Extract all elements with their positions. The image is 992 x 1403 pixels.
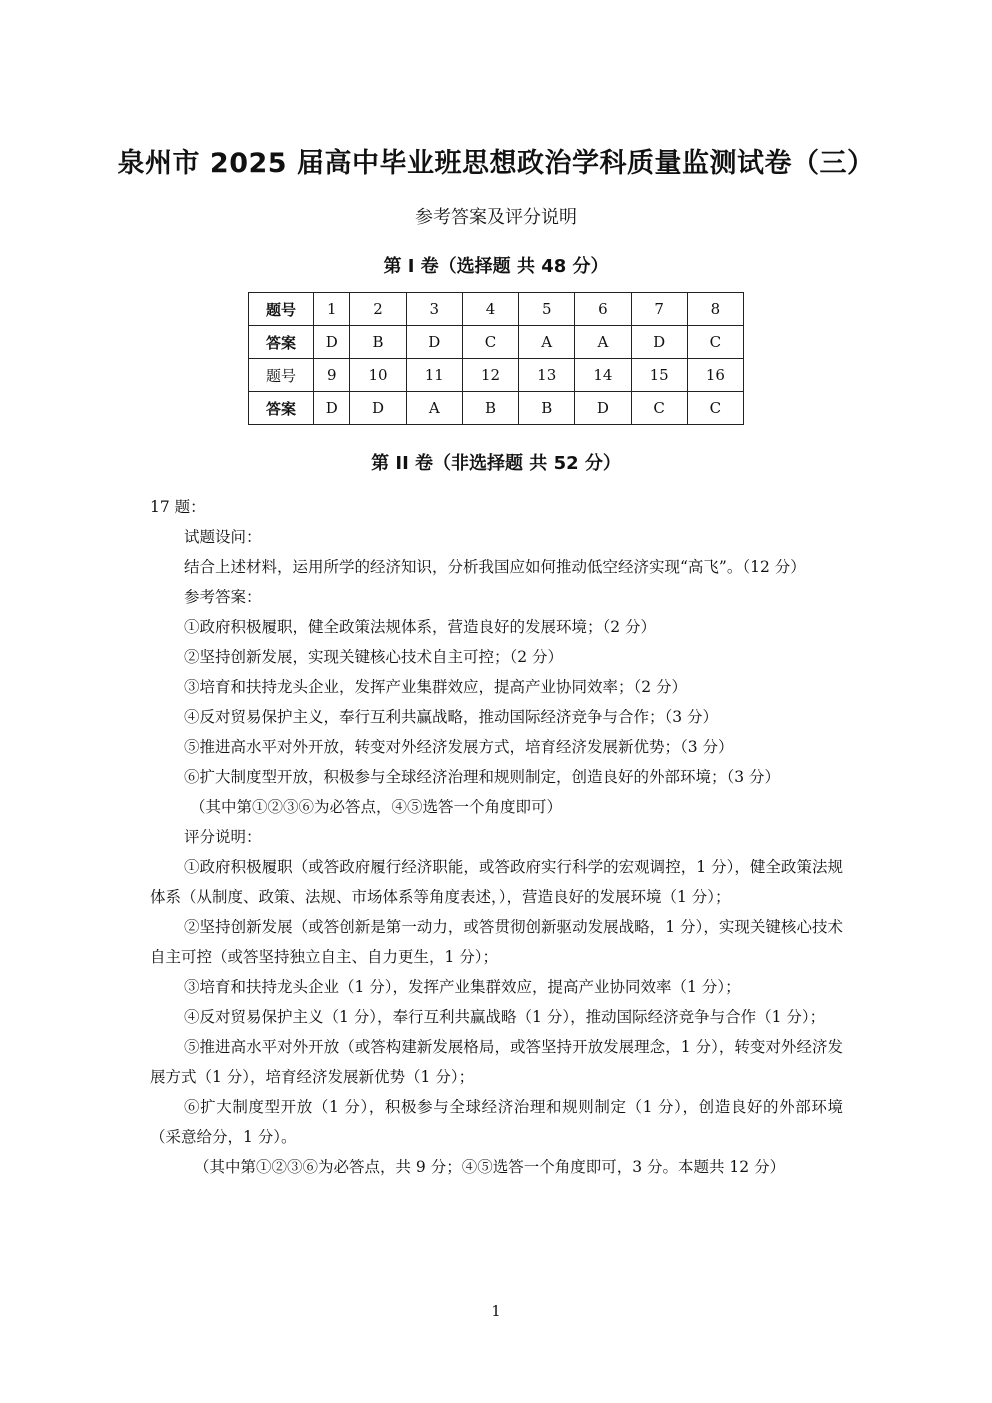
table-cell: D xyxy=(314,392,350,425)
table-cell: D xyxy=(406,326,462,359)
section-heading-part2: 第 II 卷（非选择题 共 52 分） xyxy=(371,453,621,474)
table-cell: A xyxy=(519,326,575,359)
table-cell: B xyxy=(519,392,575,425)
answer-note: （其中第①②③⑥为必答点，④⑤选答一个角度即可） xyxy=(190,798,563,816)
scoring-item: ⑤推进高水平对外开放（或答构建新发展格局，或答坚持开放发展理念，1 分），转变对外经济发展方式（1 分），培育经济发展新优势（1 分）； xyxy=(150,1038,843,1086)
table-cell: 4 xyxy=(462,293,518,326)
answer-item: ⑥扩大制度型开放，积极参与全球经济治理和规则制定，创造良好的外部环境；（3 分） xyxy=(184,768,781,786)
answer-item: ①政府积极履职，健全政策法规体系，营造良好的发展环境；（2 分） xyxy=(184,618,657,636)
table-cell: 16 xyxy=(687,359,743,392)
table-row xyxy=(249,392,744,425)
table-cell: C xyxy=(687,392,743,425)
table-cell: 13 xyxy=(519,359,575,392)
table-cell: 10 xyxy=(350,359,406,392)
table-cell: 7 xyxy=(631,293,687,326)
question-number: 17 题： xyxy=(150,498,206,516)
scoring-item: ①政府积极履职（或答政府履行经济职能，或答政府实行科学的宏观调控，1 分），健全政策法规体系（从制度、政策、法规、市场体系等角度表述，），营造良好的发展环境（1 分）； xyxy=(150,858,843,906)
table-row xyxy=(249,326,744,359)
scoring-item: ④反对贸易保护主义（1 分），奉行互利共赢战略（1 分），推动国际经济竞争与合作（1 分）； xyxy=(184,1008,826,1026)
answer-item: ④反对贸易保护主义，奉行互利共赢战略，推动国际经济竞争与合作；（3 分） xyxy=(184,708,719,726)
page-number: 1 xyxy=(491,1302,501,1320)
table-cell: 12 xyxy=(462,359,518,392)
row-header: 题号 xyxy=(249,359,314,392)
answer-item: ⑤推进高水平对外开放，转变对外经济发展方式，培育经济发展新优势；（3 分） xyxy=(184,738,734,756)
table-cell: 5 xyxy=(519,293,575,326)
table-cell: 8 xyxy=(687,293,743,326)
scoring-label: 评分说明： xyxy=(184,828,262,846)
table-cell: 9 xyxy=(314,359,350,392)
answer-label: 参考答案： xyxy=(184,588,262,606)
table-cell: 2 xyxy=(350,293,406,326)
row-header: 答案 xyxy=(249,392,314,425)
section-heading-part1: 第 I 卷（选择题 共 48 分） xyxy=(383,256,609,277)
table-row xyxy=(249,293,744,326)
prompt-label: 试题设问： xyxy=(184,528,262,546)
scoring-item: ⑥扩大制度型开放（1 分），积极参与全球经济治理和规则制定（1 分），创造良好的外部环境（采意给分，1 分）。 xyxy=(150,1098,843,1146)
table-cell: C xyxy=(631,392,687,425)
answer-item: ③培育和扶持龙头企业，发挥产业集群效应，提高产业协同效率；（2 分） xyxy=(184,678,688,696)
table-cell: C xyxy=(687,326,743,359)
table-cell: B xyxy=(462,392,518,425)
table-cell: A xyxy=(406,392,462,425)
table-cell: 3 xyxy=(406,293,462,326)
table-row xyxy=(249,359,744,392)
scoring-note: （其中第①②③⑥为必答点，共 9 分；④⑤选答一个角度即可，3 分。本题共 12 分） xyxy=(194,1158,786,1176)
table-cell: 14 xyxy=(575,359,631,392)
table-cell: D xyxy=(314,326,350,359)
table-cell: D xyxy=(350,392,406,425)
table-cell: B xyxy=(350,326,406,359)
scoring-item: ③培育和扶持龙头企业（1 分），发挥产业集群效应，提高产业协同效率（1 分）； xyxy=(184,978,741,996)
table-cell: D xyxy=(575,392,631,425)
document-subtitle: 参考答案及评分说明 xyxy=(415,207,577,228)
table-cell: 15 xyxy=(631,359,687,392)
answer-table xyxy=(248,292,744,425)
table-cell: C xyxy=(462,326,518,359)
question-17-body xyxy=(150,492,843,1182)
scoring-item: ②坚持创新发展（或答创新是第一动力，或答贯彻创新驱动发展战略，1 分），实现关键核心技术自主可控（或答坚持独立自主、自力更生，1 分）； xyxy=(150,918,843,966)
row-header: 题号 xyxy=(249,293,314,326)
document-title: 泉州市 2025 届高中毕业班思想政治学科质量监测试卷（三） xyxy=(117,148,875,179)
answer-item: ②坚持创新发展，实现关键核心技术自主可控；（2 分） xyxy=(184,648,564,666)
table-cell: D xyxy=(631,326,687,359)
table-cell: 6 xyxy=(575,293,631,326)
table-cell: 11 xyxy=(406,359,462,392)
row-header: 答案 xyxy=(249,326,314,359)
prompt-text: 结合上述材料，运用所学的经济知识，分析我国应如何推动低空经济实现“高飞”。（12 分） xyxy=(184,558,806,576)
table-cell: 1 xyxy=(314,293,350,326)
table-cell: A xyxy=(575,326,631,359)
